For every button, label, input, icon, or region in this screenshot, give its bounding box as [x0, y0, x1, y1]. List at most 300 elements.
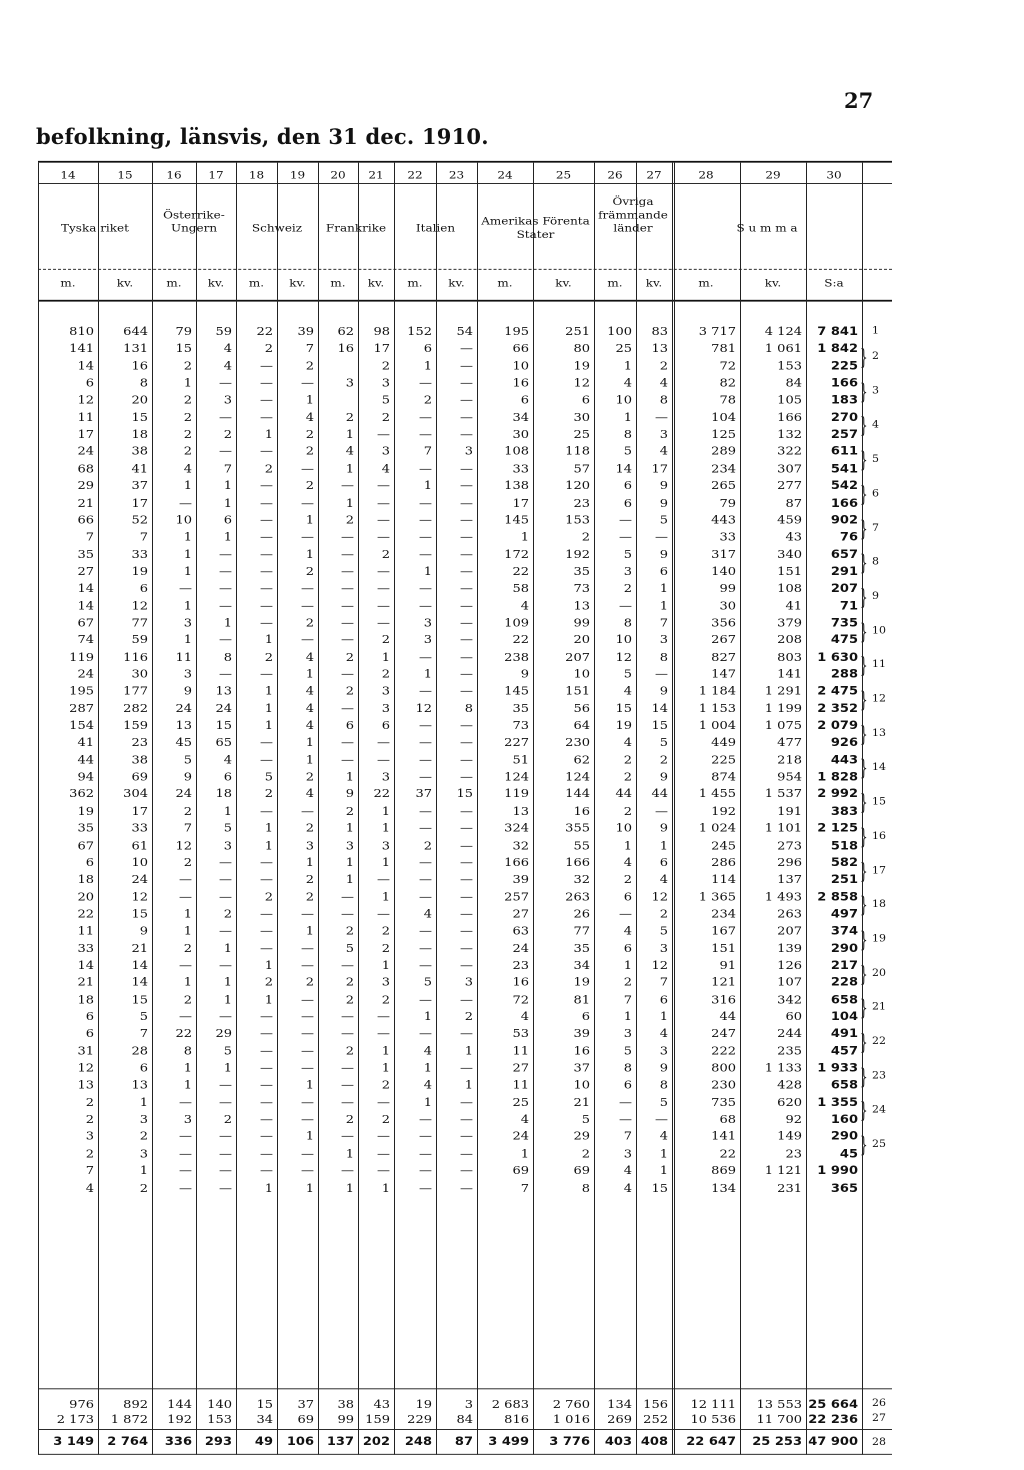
table-cell: 365 [830, 1181, 858, 1196]
table-cell: — [377, 1010, 390, 1024]
table-cell: 41 [785, 599, 802, 613]
table-cell: 5 [139, 1010, 148, 1024]
grand-total-cell: 106 [286, 1435, 314, 1449]
table-cell: 1 [381, 959, 390, 973]
table-cell: — [460, 890, 473, 904]
table-cell: 8 [659, 1078, 668, 1093]
table-cell: — [301, 1010, 314, 1024]
table-cell: 19 [77, 804, 94, 819]
table-cell: 21 [573, 1096, 590, 1110]
table-cell: — [260, 924, 273, 939]
table-cell: 17 [131, 804, 148, 819]
table-cell: 22 [373, 787, 390, 802]
table-cell: 658 [830, 993, 858, 1007]
table-cell: 9 [520, 667, 529, 682]
total-cell: 22 236 [808, 1413, 858, 1427]
colnum-rule [38, 183, 892, 184]
table-cell: 1 [183, 907, 192, 922]
table-cell: — [460, 530, 473, 545]
table-cell: 1 [223, 941, 232, 956]
table-cell: 195 [504, 325, 529, 339]
table-cell: — [219, 1147, 232, 1161]
table-cell: 2 858 [817, 890, 858, 904]
table-cell: — [341, 1027, 354, 1041]
table-cell: — [460, 411, 473, 425]
table-cell: 1 [659, 1164, 668, 1178]
table-cell: 1 828 [817, 770, 858, 785]
row-index: 24 [872, 1103, 886, 1116]
table-cell: — [219, 1010, 232, 1024]
table-cell: — [655, 1113, 668, 1127]
table-cell: 73 [512, 719, 529, 733]
table-cell: 5 [183, 753, 192, 767]
table-cell: 355 [565, 822, 590, 836]
table-cell: 69 [131, 770, 148, 785]
table-cell: 1 842 [817, 342, 858, 356]
table-cell: 289 [711, 445, 736, 459]
table-cell: — [219, 667, 232, 682]
table-cell: — [260, 359, 273, 374]
table-cell: 11 [512, 1078, 529, 1093]
row-index: 17 [872, 864, 886, 876]
subheader: m. [698, 276, 714, 290]
table-cell: 166 [777, 411, 802, 425]
table-cell: 379 [777, 616, 802, 630]
table-cell: 2 [85, 1147, 94, 1161]
table-cell: 12 [651, 959, 668, 973]
table-cell: 2 [345, 411, 354, 425]
group-header: Schweiz [251, 221, 303, 235]
table-cell: 9 [659, 479, 668, 493]
table-cell: — [419, 993, 432, 1007]
table-cell: 1 [183, 599, 192, 613]
table-cell: 4 [623, 736, 632, 750]
table-cell: — [377, 753, 390, 767]
table-cell: 4 [623, 376, 632, 391]
table-cell: 1 [345, 462, 354, 476]
table-cell: 14 [77, 582, 94, 596]
table-cell: 72 [512, 993, 529, 1007]
table-cell: 2 [623, 753, 632, 767]
table-cell: — [419, 1181, 432, 1196]
table-cell: 1 [381, 822, 390, 836]
table-cell: 6 [139, 582, 148, 596]
table-cell: 3 [381, 376, 390, 391]
subheader: kv. [764, 276, 782, 290]
table-cell: 151 [777, 565, 802, 579]
table-cell: 8 [223, 650, 232, 665]
table-cell: 140 [711, 565, 736, 579]
table-cell: 1 [183, 376, 192, 391]
table-cell: 1 [183, 924, 192, 939]
table-cell: 104 [830, 1010, 858, 1024]
table-cell: 15 [651, 1181, 668, 1196]
table-cell: 2 [623, 582, 632, 596]
table-cell: 53 [512, 1027, 529, 1041]
table-cell: 9 [345, 787, 354, 802]
table-cell: 1 [659, 839, 668, 853]
table-cell: 1 355 [817, 1096, 858, 1110]
table-cell: 167 [711, 924, 736, 939]
table-cell: — [301, 959, 314, 973]
table-cell: 8 [581, 1181, 590, 1196]
row-index: 11 [872, 658, 886, 671]
table-cell: 2 [345, 513, 354, 528]
table-cell: 83 [651, 325, 668, 339]
grand-total-cell: 202 [362, 1435, 390, 1449]
table-cell: 4 [183, 462, 192, 476]
table-cell: — [260, 548, 273, 562]
table-cell: 238 [504, 650, 529, 665]
table-cell: — [219, 548, 232, 562]
table-cell: 27 [77, 565, 94, 579]
table-cell: 1 [345, 1147, 354, 1161]
table-cell: — [179, 582, 192, 596]
table-cell: 27 [512, 1061, 529, 1076]
table-cell: 31 [77, 1044, 94, 1058]
table-cell: 84 [785, 376, 802, 391]
table-cell: 362 [69, 787, 94, 802]
table-cell: — [341, 667, 354, 682]
table-cell: — [341, 565, 354, 579]
column-number: 17 [208, 168, 224, 182]
table-cell: 1 [423, 479, 432, 493]
table-cell: 22 [719, 1147, 736, 1161]
table-cell: 3 [659, 428, 668, 442]
table-cell: 4 [305, 787, 314, 802]
table-cell: 5 [623, 1044, 632, 1058]
table-cell: 10 [573, 667, 590, 682]
table-cell: 23 [131, 736, 148, 750]
table-cell: 2 [623, 770, 632, 785]
table-cell: 342 [777, 993, 802, 1007]
table-cell: — [460, 479, 473, 493]
table-cell: 1 [623, 959, 632, 973]
table-cell: 12 [573, 376, 590, 391]
table-cell: 13 [512, 804, 529, 819]
table-cell: 98 [373, 325, 390, 339]
grand-total-cell: 49 [254, 1435, 273, 1449]
table-cell: 8 [623, 428, 632, 442]
table-cell: 30 [719, 599, 736, 613]
statistics-table [0, 18, 1024, 1469]
table-cell: 3 [623, 1027, 632, 1041]
table-cell: — [419, 548, 432, 562]
table-cell: — [377, 1130, 390, 1144]
table-cell: 2 [345, 650, 354, 665]
table-cell: 4 [223, 342, 232, 356]
table-cell: 2 [305, 565, 314, 579]
row-index: 2 [872, 350, 879, 362]
table-cell: 138 [504, 479, 529, 493]
table-cell: 1 [381, 650, 390, 665]
table-cell: 954 [777, 770, 802, 785]
table-cell: 3 [381, 445, 390, 459]
table-cell: 21 [77, 496, 94, 511]
table-cell: 15 [175, 342, 192, 356]
table-cell: 2 [345, 804, 354, 819]
table-cell: 244 [777, 1027, 802, 1041]
table-cell: 1 [305, 1078, 314, 1093]
table-cell: 145 [504, 513, 529, 528]
table-cell: 37 [573, 1061, 590, 1076]
table-cell: — [460, 941, 473, 956]
table-cell: 286 [711, 856, 736, 870]
table-cell: 19 [615, 719, 632, 733]
table-cell: 6 [581, 393, 590, 408]
table-cell: 35 [573, 565, 590, 579]
table-cell: 1 [183, 1078, 192, 1093]
table-cell: 288 [830, 667, 858, 682]
table-cell: 68 [719, 1113, 736, 1127]
table-cell: 1 [264, 428, 273, 442]
table-cell: 2 [623, 804, 632, 819]
table-cell: — [460, 873, 473, 887]
table-cell: 1 [520, 1147, 529, 1161]
table-cell: — [260, 1061, 273, 1076]
table-cell: 37 [131, 479, 148, 493]
table-cell: 60 [785, 1010, 802, 1024]
table-cell: — [260, 445, 273, 459]
table-cell: 2 [139, 1181, 148, 1196]
row-brace: } [860, 1064, 868, 1090]
table-cell: 16 [131, 359, 148, 374]
table-cell: 2 [345, 993, 354, 1007]
table-cell: 1 [264, 1181, 273, 1196]
table-cell: 3 [623, 565, 632, 579]
table-cell: 307 [777, 462, 802, 476]
table-cell: — [460, 359, 473, 374]
table-cell: — [341, 582, 354, 596]
table-cell: 8 [659, 393, 668, 408]
table-cell: 8 [464, 702, 473, 716]
table-cell: — [219, 890, 232, 904]
table-cell: — [179, 1147, 192, 1161]
grand-total-cell: 87 [454, 1435, 473, 1449]
table-cell: — [419, 582, 432, 596]
column-number: 23 [448, 168, 465, 182]
table-cell: — [460, 1096, 473, 1110]
table-cell: 3 [183, 616, 192, 630]
table-cell: 1 [464, 1044, 473, 1058]
table-cell: 1 [223, 1061, 232, 1076]
subheader: m. [248, 276, 265, 290]
table-cell: — [219, 873, 232, 887]
table-cell: 33 [131, 822, 148, 836]
table-cell: — [301, 462, 314, 476]
table-cell: — [377, 599, 390, 613]
table-cell: 30 [573, 411, 590, 425]
table-cell: 108 [504, 445, 529, 459]
total-cell: 69 [297, 1413, 314, 1427]
table-cell: — [260, 736, 273, 750]
total-cell: 2 760 [552, 1398, 590, 1412]
table-cell: 99 [573, 616, 590, 630]
table-cell: 222 [711, 1044, 736, 1058]
table-cell: 7 [139, 1027, 148, 1041]
table-cell: — [260, 1044, 273, 1058]
table-cell: 79 [719, 496, 736, 511]
table-cell: 257 [830, 428, 858, 442]
table-cell: 87 [785, 496, 802, 511]
table-cell: 644 [123, 325, 148, 339]
table-cell: 2 [381, 359, 390, 374]
table-cell: 235 [777, 1044, 802, 1058]
table-cell: — [341, 1010, 354, 1024]
table-cell: 125 [711, 428, 736, 442]
table-cell: 14 [651, 702, 668, 716]
table-cell: — [219, 633, 232, 648]
table-cell: — [419, 1113, 432, 1127]
table-cell: 6 [345, 719, 354, 733]
table-cell: — [460, 770, 473, 785]
table-cell: — [301, 496, 314, 511]
row-brace: } [860, 927, 868, 953]
table-cell: 1 [223, 804, 232, 819]
table-cell: 383 [830, 804, 858, 819]
table-cell: 4 [423, 1044, 432, 1058]
table-cell: — [341, 890, 354, 904]
table-cell: 1 [183, 565, 192, 579]
table-cell: 1 [423, 667, 432, 682]
table-cell: 52 [131, 513, 148, 528]
table-cell: 282 [123, 702, 148, 716]
group-header: Frankrike [325, 221, 387, 235]
grand-total-cell: 3 149 [53, 1435, 94, 1449]
table-cell: 277 [777, 479, 802, 493]
table-cell: 132 [777, 428, 802, 442]
table-cell: 1 [139, 1096, 148, 1110]
table-cell: — [460, 907, 473, 922]
table-cell: — [619, 599, 632, 613]
table-cell: 28 [131, 1044, 148, 1058]
table-cell: 29 [215, 1027, 232, 1041]
table-cell: 4 [659, 1027, 668, 1041]
total-cell: 1 016 [552, 1413, 590, 1427]
row-index: 9 [872, 590, 879, 602]
table-cell: 1 [305, 513, 314, 528]
table-cell: — [260, 393, 273, 408]
table-cell: 2 [183, 856, 192, 870]
table-cell: 7 [223, 462, 232, 476]
table-cell: — [260, 513, 273, 528]
table-cell: 2 [345, 924, 354, 939]
table-cell: 6 [423, 342, 432, 356]
table-cell: 6 [659, 565, 668, 579]
table-cell: 1 990 [817, 1164, 858, 1178]
table-cell: 22 [512, 565, 529, 579]
table-cell: 12 [651, 890, 668, 904]
table-cell: 4 [423, 907, 432, 922]
table-cell: 2 [305, 770, 314, 785]
table-cell: 153 [777, 359, 802, 374]
table-cell: 4 [623, 924, 632, 939]
grand-total-cell: 47 900 [808, 1435, 858, 1449]
table-cell: — [460, 667, 473, 682]
table-cell: — [219, 376, 232, 391]
table-cell: 14 [615, 462, 632, 476]
table-cell: — [655, 667, 668, 682]
table-cell: — [460, 753, 473, 767]
table-cell: — [655, 411, 668, 425]
table-cell: 58 [512, 582, 529, 596]
table-cell: — [301, 1044, 314, 1058]
total-cell: 140 [207, 1398, 232, 1412]
table-cell: 44 [615, 787, 632, 802]
row-brace: } [860, 550, 868, 576]
table-cell: 33 [77, 941, 94, 956]
table-cell: 2 [183, 393, 192, 408]
table-cell: 1 [223, 496, 232, 511]
table-cell: — [460, 496, 473, 511]
grand-total-cell: 3 776 [549, 1435, 590, 1449]
table-cell: — [419, 685, 432, 699]
table-cell: 7 841 [817, 325, 858, 339]
table-cell: 3 [345, 839, 354, 853]
table-cell: 51 [512, 753, 529, 767]
table-cell: 228 [830, 976, 858, 990]
table-cell: 322 [777, 445, 802, 459]
total-cell: 976 [69, 1398, 94, 1412]
subheader: m. [407, 276, 423, 290]
row-brace: } [860, 344, 868, 370]
table-cell: 827 [711, 650, 736, 665]
table-cell: 1 [345, 770, 354, 785]
table-cell: — [419, 719, 432, 733]
table-cell: 41 [77, 736, 94, 750]
row-index: 5 [872, 453, 879, 465]
table-cell: 99 [719, 582, 736, 596]
table-cell: — [301, 599, 314, 613]
table-cell: 10 [512, 359, 529, 374]
table-cell: 35 [573, 941, 590, 956]
table-cell: 11 [77, 924, 94, 939]
table-cell: 80 [573, 342, 590, 356]
table-cell: — [219, 1096, 232, 1110]
table-cell: 37 [415, 787, 432, 802]
row-brace: } [860, 892, 868, 918]
table-cell: 1 [183, 976, 192, 990]
column-number: 28 [698, 168, 714, 182]
table-cell: 208 [777, 633, 802, 648]
table-cell: 3 717 [698, 325, 736, 339]
subheader: kv. [289, 276, 306, 290]
table-cell: — [179, 1181, 192, 1196]
table-cell: 1 [520, 530, 529, 545]
table-cell: 166 [830, 496, 858, 511]
table-cell: — [419, 411, 432, 425]
table-cell: 2 [264, 462, 273, 476]
table-cell: 4 [659, 376, 668, 391]
table-cell: 6 [581, 1010, 590, 1024]
table-cell: 13 [651, 342, 668, 356]
table-cell: 2 352 [817, 702, 858, 716]
table-cell: 3 [345, 376, 354, 391]
table-cell: 121 [711, 976, 736, 990]
table-cell: — [619, 513, 632, 528]
table-cell: 3 [223, 393, 232, 408]
table-cell: — [341, 753, 354, 767]
table-cell: 1 [183, 633, 192, 648]
table-cell: 2 [381, 1078, 390, 1093]
table-cell: 16 [337, 342, 354, 356]
column-number: 29 [765, 168, 781, 182]
table-cell: — [341, 599, 354, 613]
table-cell: 5 [623, 667, 632, 682]
table-cell: 5 [659, 736, 668, 750]
table-cell: — [301, 907, 314, 922]
table-cell: 67 [77, 616, 94, 630]
